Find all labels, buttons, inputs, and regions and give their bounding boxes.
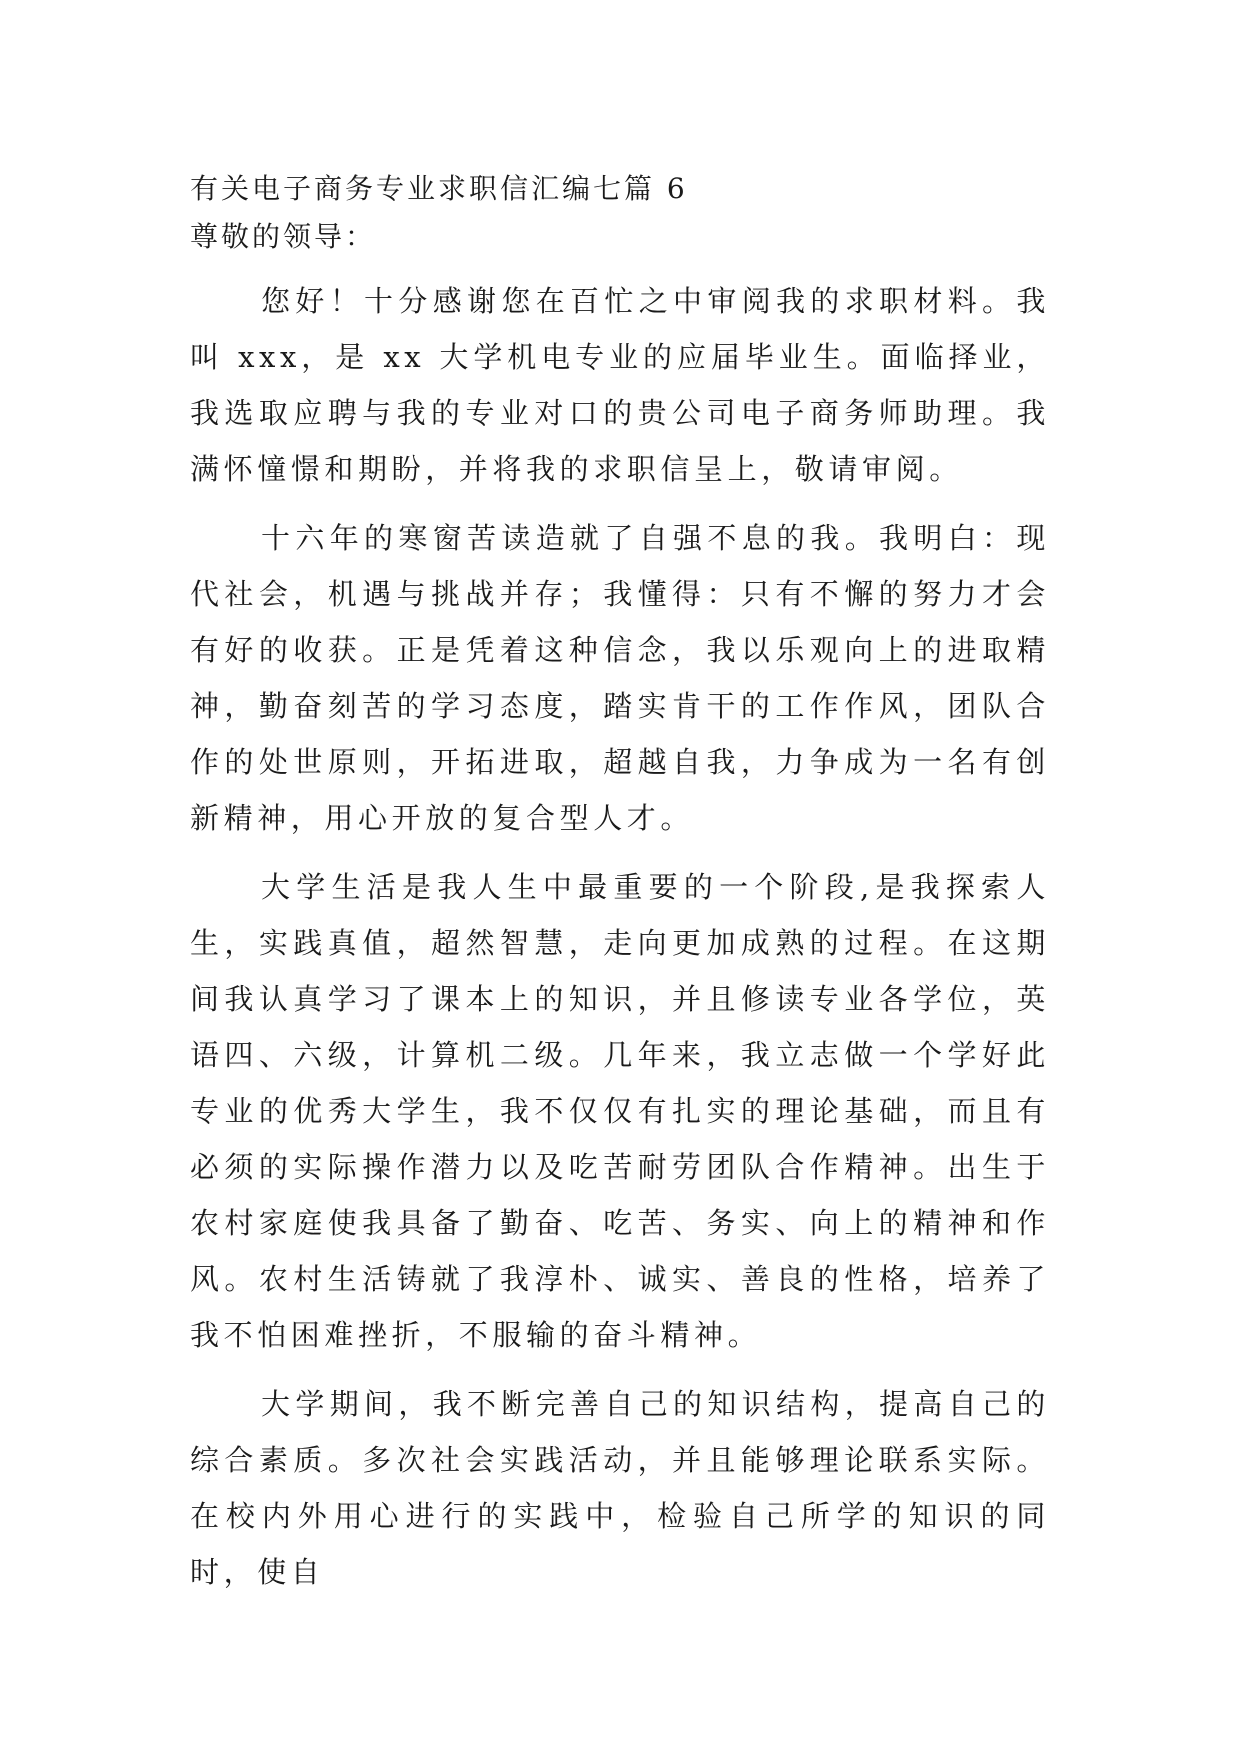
- paragraph-university-life: 大学生活是我人生中最重要的一个阶段,是我探索人生，实践真值，超然智慧，走向更加成熟的过程。在这期间我认真学习了课本上的知识，并且修读专业各学位，英语四、六级，计算机二级。几年来，我立志做一个学好此专业的优秀大学生，我不仅仅有扎实的理论基础，而且有必须的实际操作潜力以及吃苦耐劳团队合作精神。出生于农村家庭使我具备了勤奋、吃苦、务实、向上的精神和作风。农村生活铸就了我淳朴、诚实、善良的性格，培养了我不怕困难挫折，不服输的奋斗精神。: [190, 870, 1050, 1352]
- paragraph-background: 十六年的寒窗苦读造就了自强不息的我。我明白：现代社会，机遇与挑战并存；我懂得：只有不懈的努力才会有好的收获。正是凭着这种信念，我以乐观向上的进取精神，勤奋刻苦的学习态度，踏实肯干的工作作风，团队合作的处世原则，开拓进取，超越自我，力争成为一名有创新精神，用心开放的复合型人才。: [190, 521, 1050, 835]
- salutation: 尊敬的领导：: [190, 220, 377, 253]
- document-title: 有关电子商务专业求职信汇编七篇 6: [190, 172, 688, 205]
- paragraph-greeting: 您好！十分感谢您在百忙之中审阅我的求职材料。我叫 xxx，是 xx 大学机电专业的应届毕业生。面临择业，我选取应聘与我的专业对口的贵公司电子商务师助理。我满怀憧憬和期盼，并将我的求职信呈上，敬请审阅。: [190, 284, 1050, 486]
- document-page: [190, 165, 1050, 1613]
- paragraph-university-period: 大学期间，我不断完善自己的知识结构，提高自己的综合素质。多次社会实践活动，并且能够理论联系实际。在校内外用心进行的实践中，检验自己所学的知识的同时，使自: [190, 1387, 1050, 1589]
